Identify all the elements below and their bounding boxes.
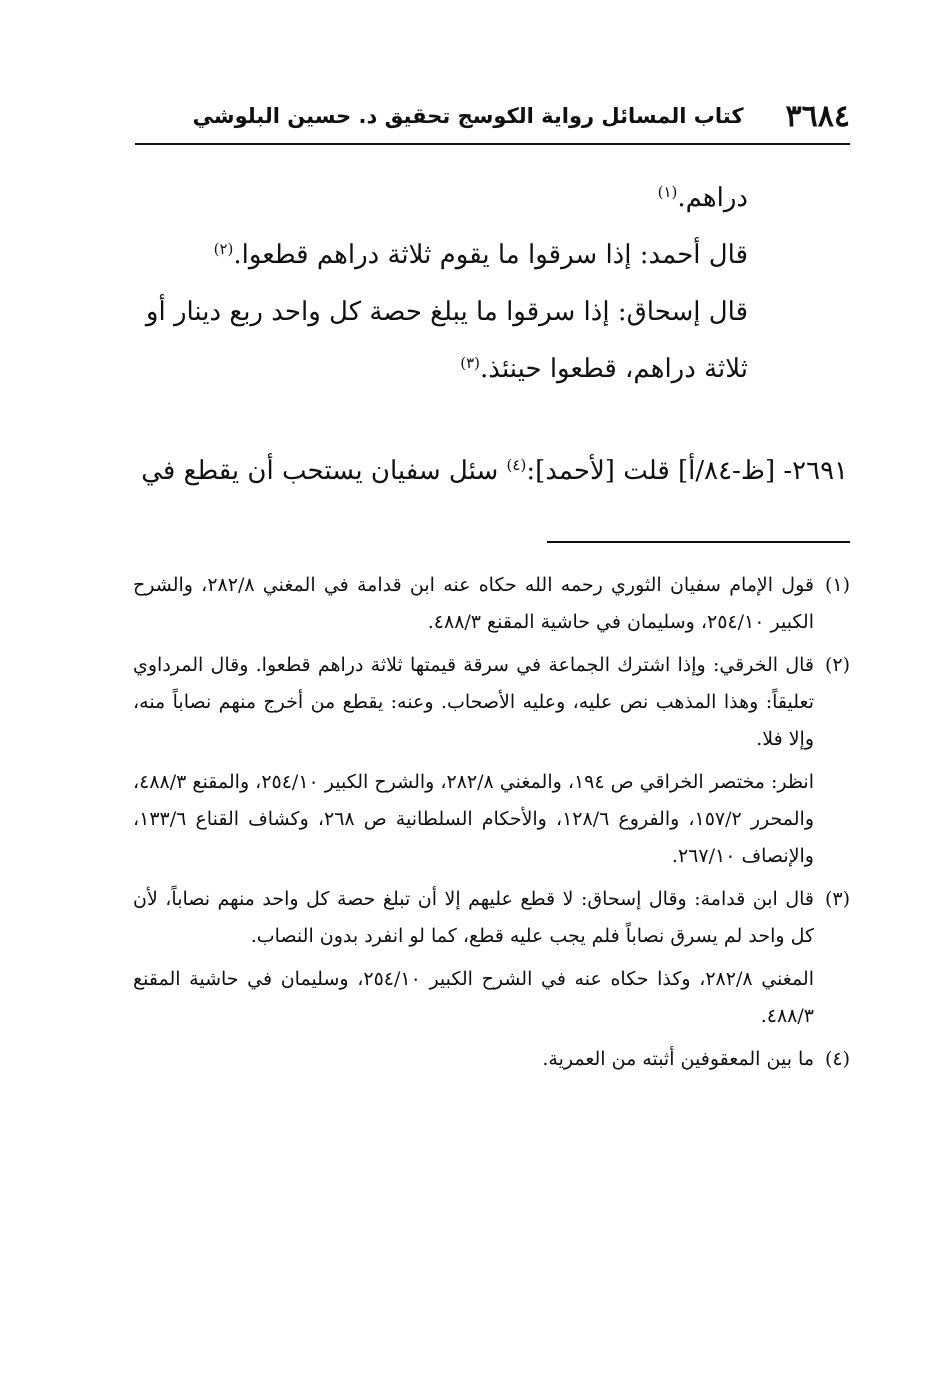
footnote bbox=[133, 647, 850, 881]
footnote-ref: (٢) bbox=[213, 240, 234, 258]
footnote bbox=[133, 567, 850, 647]
footnote-paragraph: المغني ٢٨٢/٨، وكذا حكاه عنه في الشرح الكبير ٢٥٤/١٠، وسليمان في حاشية المقنع ٤٨٨/٣. bbox=[133, 968, 814, 1027]
footnote bbox=[133, 1041, 850, 1084]
footnote-divider bbox=[547, 541, 850, 543]
footnote-paragraph: قال الخرقي: وإذا اشترك الجماعة في سرقة قيمتها ثلاثة دراهم قطعوا. وقال المرداوي تعليقاً: وهذا المذهب نص عليه، وعليه الأصحاب. وعنه: يقطع من أخرج منهم نصاباً منه، وإلا فلا. bbox=[133, 654, 814, 750]
footnote-body bbox=[133, 881, 814, 1041]
footnote-ref: (١) bbox=[657, 183, 678, 201]
main-line bbox=[133, 170, 748, 227]
header-divider bbox=[135, 143, 850, 145]
footnote-body bbox=[133, 647, 814, 881]
issue-text: سئل سفيان يستحب أن يقطع في bbox=[141, 456, 507, 486]
footnote-paragraph: انظر: مختصر الخراقي ص ١٩٤، والمغني ٢٨٢/٨، والشرح الكبير ٢٥٤/١٠، والمقنع ٤٨٨/٣، والمحرر ١٥٧/٢، والفروع ١٢٨/٦، والأحكام السلطانية ص ٢٦٨، وكشاف القناع ١٣٣/٦، والإنصاف ٢٦٧/١٠. bbox=[133, 771, 814, 867]
footnote bbox=[133, 881, 850, 1041]
footnote-body bbox=[133, 1041, 814, 1084]
issue-number: ٢٦٩١- [ظ-٨٤/أ] قلت [لأحمد]: bbox=[526, 456, 848, 486]
main-line bbox=[133, 284, 748, 398]
page-number: ٣٦٨٤ bbox=[785, 98, 850, 134]
footnotes bbox=[133, 567, 850, 1084]
footnote-number: (٢) bbox=[824, 654, 850, 676]
page-header bbox=[135, 96, 850, 136]
footnote-number: (٤) bbox=[824, 1048, 850, 1070]
main-text bbox=[133, 170, 748, 398]
footnote-number: (٣) bbox=[824, 888, 850, 910]
footnote-paragraph: ما بين المعقوفين أثبته من العمرية. bbox=[542, 1048, 814, 1070]
book-title: كتاب المسائل رواية الكوسج تحقيق د. حسين البلوشي bbox=[192, 104, 744, 128]
footnote-body bbox=[133, 567, 814, 647]
main-line-text: قال أحمد: إذا سرقوا ما يقوم ثلاثة دراهم قطعوا. bbox=[233, 240, 748, 270]
footnote-paragraph: قال ابن قدامة: وقال إسحاق: لا قطع عليهم إلا أن تبلغ حصة كل واحد منهم نصاباً، لأن كل واحد لم يسرق نصاباً فلم يجب عليه قطع، كما لو انفرد بدون النصاب. bbox=[133, 888, 814, 947]
main-line-text: قال إسحاق: إذا سرقوا ما يبلغ حصة كل واحد ربع دينار أو ثلاثة دراهم، قطعوا حينئذ. bbox=[145, 297, 748, 384]
footnote-ref: (٣) bbox=[460, 354, 481, 372]
main-line bbox=[133, 227, 748, 284]
footnote-paragraph: قول الإمام سفيان الثوري رحمه الله حكاه عنه ابن قدامة في المغني ٢٨٢/٨، والشرح الكبير ٢٥٤/١٠، وسليمان في حاشية المقنع ٤٨٨/٣. bbox=[133, 574, 814, 633]
footnote-ref: (٤) bbox=[506, 456, 527, 474]
footnote-number: (١) bbox=[824, 574, 850, 596]
issue-heading bbox=[133, 443, 848, 500]
main-line-text: دراهم. bbox=[677, 183, 748, 213]
